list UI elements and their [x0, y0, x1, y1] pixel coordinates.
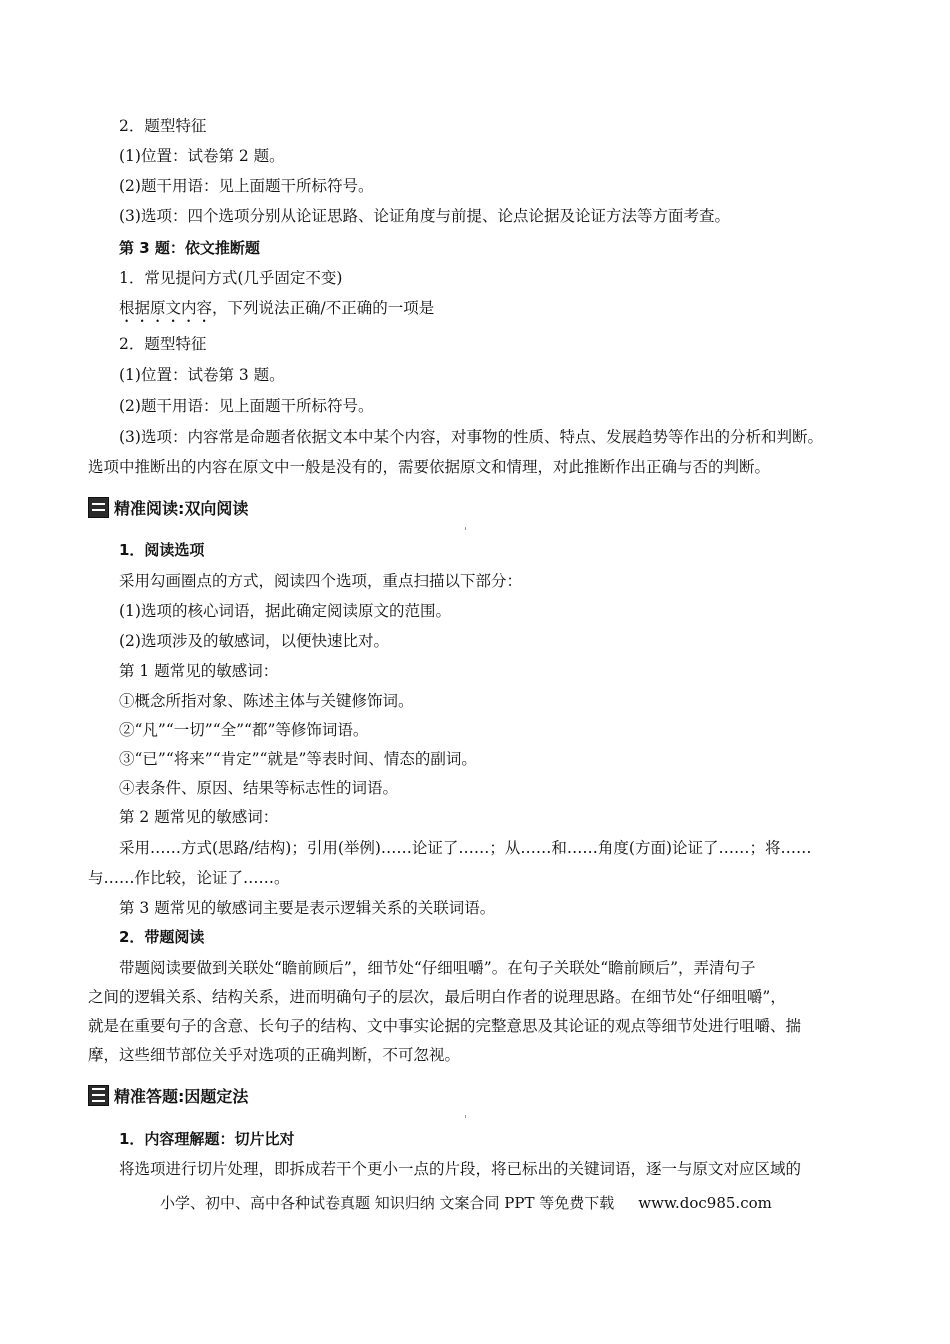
- footer-text: 小学、初中、高中各种试卷真题 知识归纳 文案合同 PPT 等免费下载: [160, 1194, 615, 1212]
- divider-mark: [465, 527, 466, 530]
- text-line: ②“凡”“一切”“全”“都”等修饰词语。: [119, 721, 369, 739]
- question-stem-line: [119, 298, 434, 326]
- page-footer: [160, 1192, 772, 1213]
- footer-url: www.doc985.com: [638, 1194, 772, 1212]
- text-line: (1)位置：试卷第 3 题。: [119, 366, 285, 384]
- text-line: (3)选项：内容常是命题者依据文本中某个内容，对事物的性质、特点、发展趋势等作出的分析和判断。: [119, 428, 823, 446]
- text-line: 1．常见提问方式(几乎固定不变): [119, 269, 343, 287]
- text-line: 2．题型特征: [119, 117, 207, 135]
- text-line: ④表条件、原因、结果等标志性的词语。: [119, 779, 399, 797]
- text-line: (1)位置：试卷第 2 题。: [119, 147, 285, 165]
- text-line: 采用勾画圈点的方式，阅读四个选项，重点扫描以下部分：: [119, 572, 523, 590]
- text-line: 就是在重要句子的含意、长句子的结构、文中事实论据的完整意思及其论证的观点等细节处进行咀嚼、揣: [88, 1017, 802, 1035]
- section-title: 精准答题:因题定法: [114, 1086, 249, 1106]
- subheading: 1．阅读选项: [119, 541, 205, 559]
- subheading: 2．带题阅读: [119, 928, 205, 946]
- text-line: 第 1 题常见的敏感词：: [119, 662, 279, 680]
- text-line: 采用……方式(思路/结构)；引用(举例)……论证了……；从……和……角度(方面)论证了……；将……: [119, 839, 812, 857]
- text-line: 摩，这些细节部位关乎对选项的正确判断，不可忽视。: [88, 1046, 461, 1064]
- text-line: (1)选项的核心词语，据此确定阅读原文的范围。: [119, 602, 451, 620]
- section-heading-3: [88, 1084, 248, 1106]
- text-line: 之间的逻辑关系、结构关系，进而明确句子的层次，最后明白作者的说理思路。在细节处“仔细咀嚼”，: [88, 988, 786, 1006]
- text-line: (2)题干用语：见上面题干所标符号。: [119, 397, 374, 415]
- section-heading-2: [88, 496, 248, 518]
- text-line: 第 2 题常见的敏感词：: [119, 808, 279, 826]
- text-line: (2)题干用语：见上面题干所标符号。: [119, 177, 374, 195]
- text-line: 将选项进行切片处理，即拆成若干个更小一点的片段，将已标出的关键词语，逐一与原文对应区域的: [119, 1160, 802, 1178]
- text-span: ，下列说法正确/不正确的一项是: [212, 299, 435, 317]
- text-line: (2)选项涉及的敏感词，以便快速比对。: [119, 632, 389, 650]
- text-line: 第 3 题常见的敏感词主要是表示逻辑关系的关联词语。: [119, 899, 496, 917]
- section-number-icon: [88, 1085, 109, 1106]
- text-line: 与……作比较，论证了……。: [88, 869, 290, 887]
- section-number-icon: [88, 497, 109, 518]
- emphasized-phrase: 根据原文内容: [119, 299, 213, 317]
- subheading-q3: 第 3 题：依文推断题: [119, 239, 260, 257]
- text-line: ①概念所指对象、陈述主体与关键修饰词。: [119, 692, 414, 710]
- text-line: ③“已”“将来”“肯定”“就是”等表时间、情态的副词。: [119, 750, 477, 768]
- subheading: 1．内容理解题：切片比对: [119, 1130, 295, 1148]
- text-line: 带题阅读要做到关联处“瞻前顾后”，细节处“仔细咀嚼”。在句子关联处“瞻前顾后”，弄清句子: [119, 959, 756, 977]
- text-line: 选项中推断出的内容在原文中一般是没有的，需要依据原文和情理，对此推断作出正确与否的判断。: [88, 458, 771, 476]
- section-title: 精准阅读:双向阅读: [114, 498, 249, 518]
- text-line: (3)选项：四个选项分别从论证思路、论证角度与前提、论点论据及论证方法等方面考查。: [119, 207, 730, 225]
- text-line: 2．题型特征: [119, 335, 207, 353]
- divider-mark: [465, 1115, 466, 1118]
